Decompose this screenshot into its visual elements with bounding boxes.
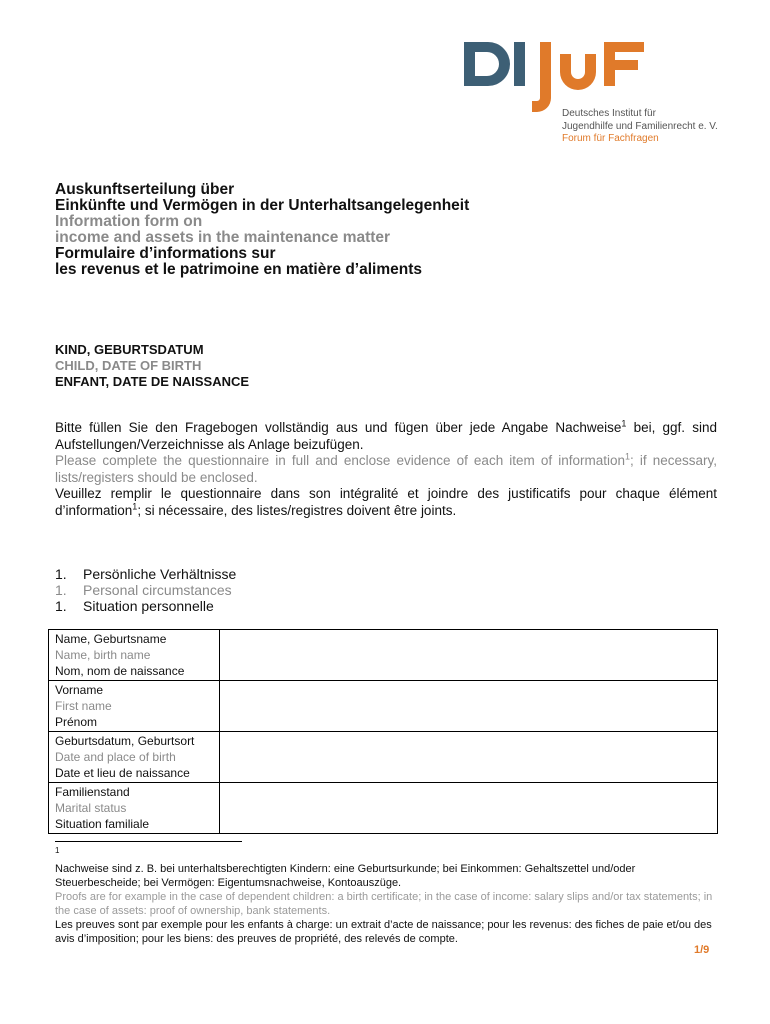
label-de: Geburtsdatum, Geburtsort xyxy=(55,734,195,748)
row-label xyxy=(49,630,220,681)
footnote-fr: Les preuves sont par exemple pour les enfants à charge: un extrait d’acte de naissance; pour les revenus: des fiches de paie et/ou des avis d’imposition; pour les biens: des preuves de propriété, des relevés de compte. xyxy=(55,919,712,945)
table-row xyxy=(49,630,718,681)
footnote-en: Proofs are for example in the case of dependent children: a birth certificate; in the case of income: salary slips and/or tax statements; in the case of assets: proof of ownership, bank statements. xyxy=(55,891,713,917)
logo-line-1: Deutsches Institut für xyxy=(562,108,656,119)
section-1-fr xyxy=(55,598,236,614)
section-title-en: Personal circumstances xyxy=(83,582,232,598)
label-en: Date and place of birth xyxy=(55,750,176,764)
label-de: Familienstand xyxy=(55,785,130,799)
child-en: CHILD, DATE OF BIRTH xyxy=(55,358,202,373)
instructions-fr xyxy=(55,486,717,519)
logo-subtitle xyxy=(562,108,718,146)
section-number: 1. xyxy=(55,566,67,582)
logo-line-2: Jugendhilfe und Familienrecht e. V. xyxy=(562,120,718,132)
child-fr: ENFANT, DATE DE NAISSANCE xyxy=(55,374,250,389)
instructions-en xyxy=(55,453,717,486)
footnote-ref: 1 xyxy=(625,451,631,462)
label-en: Marital status xyxy=(55,801,127,815)
label-de: Vorname xyxy=(55,683,104,697)
instructions-en-text-2: ; if necessary, lists/registers should be enclosed. xyxy=(55,453,718,485)
dijuf-logo xyxy=(462,38,662,118)
table-row xyxy=(49,783,718,834)
logo-letter-d xyxy=(464,42,510,86)
child-heading xyxy=(55,342,249,390)
label-de: Name, Geburtsname xyxy=(55,632,167,646)
title-de-line-1: Auskunftserteilung über xyxy=(55,181,235,198)
logo-letter-j xyxy=(532,42,551,112)
title-en-line-1: Information form on xyxy=(55,213,203,230)
section-1-heading xyxy=(55,566,236,614)
section-1-de xyxy=(55,566,236,582)
logo-letter-u xyxy=(560,54,596,90)
first-name-field[interactable] xyxy=(220,681,718,732)
section-number: 1. xyxy=(55,582,67,598)
label-fr: Nom, nom de naissance xyxy=(55,664,185,678)
title-fr-line-1: Formulaire d’informations sur xyxy=(55,245,276,262)
section-title-de: Persönliche Verhältnisse xyxy=(83,566,237,582)
row-label xyxy=(49,783,220,834)
instructions xyxy=(55,420,717,519)
footnote-de: Nachweise sind z. B. bei unterhaltsberechtigten Kindern: eine Geburtsurkunde; bei Einkommen: Gehaltszettel und/oder Steuerbescheide; bei Vermögen: Eigentumsnachweise, Kontoauszüge. xyxy=(55,863,636,889)
label-fr: Situation familiale xyxy=(55,817,150,831)
footnote-mark: 1 xyxy=(55,846,60,855)
page-number: 1/9 xyxy=(694,944,710,956)
table-row xyxy=(49,732,718,783)
child-de: KIND, GEBURTSDATUM xyxy=(55,342,204,357)
section-title-fr: Situation personnelle xyxy=(83,598,214,614)
footnote-divider xyxy=(55,841,242,842)
instructions-fr-text: Veuillez remplir le questionnaire dans son intégralité et joindre des justificatifs pour chaque élément d’information xyxy=(55,486,717,518)
instructions-de xyxy=(55,420,717,453)
logo-line-3: Forum für Fachfragen xyxy=(562,133,659,144)
title-de-line-2: Einkünfte und Vermögen in der Unterhaltsangelegenheit xyxy=(55,197,470,214)
label-fr: Date et lieu de naissance xyxy=(55,766,190,780)
footnote xyxy=(55,862,715,946)
instructions-de-text: Bitte füllen Sie den Fragebogen vollständig aus und fügen über jede Angabe Nachweise xyxy=(55,420,622,435)
logo-letter-i xyxy=(514,42,525,86)
title-fr-line-2: les revenus et le patrimoine en matière d’aliments xyxy=(55,261,422,278)
section-1-en xyxy=(55,582,236,598)
instructions-en-text: Please complete the questionnaire in full and enclose evidence of each item of information xyxy=(55,453,626,468)
footnote-ref: 1 xyxy=(621,418,627,429)
label-en: Name, birth name xyxy=(55,648,151,662)
section-number: 1. xyxy=(55,598,67,614)
label-fr: Prénom xyxy=(55,715,98,729)
document-title xyxy=(55,182,469,278)
footnote-ref: 1 xyxy=(132,501,138,511)
logo-letter-f xyxy=(604,42,644,86)
table-row xyxy=(49,681,718,732)
instructions-de-text-2: bei, ggf. sind Aufstellungen/Verzeichnisse als Anlage beizufügen. xyxy=(55,420,717,452)
personal-circumstances-table xyxy=(48,629,718,834)
marital-status-field[interactable] xyxy=(220,783,718,834)
row-label xyxy=(49,732,220,783)
instructions-fr-text-2: ; si nécessaire, des listes/registres doivent être joints. xyxy=(137,502,457,518)
name-field[interactable] xyxy=(220,630,718,681)
label-en: First name xyxy=(55,699,112,713)
birth-date-place-field[interactable] xyxy=(220,732,718,783)
title-en-line-2: income and assets in the maintenance matter xyxy=(55,229,391,246)
row-label xyxy=(49,681,220,732)
